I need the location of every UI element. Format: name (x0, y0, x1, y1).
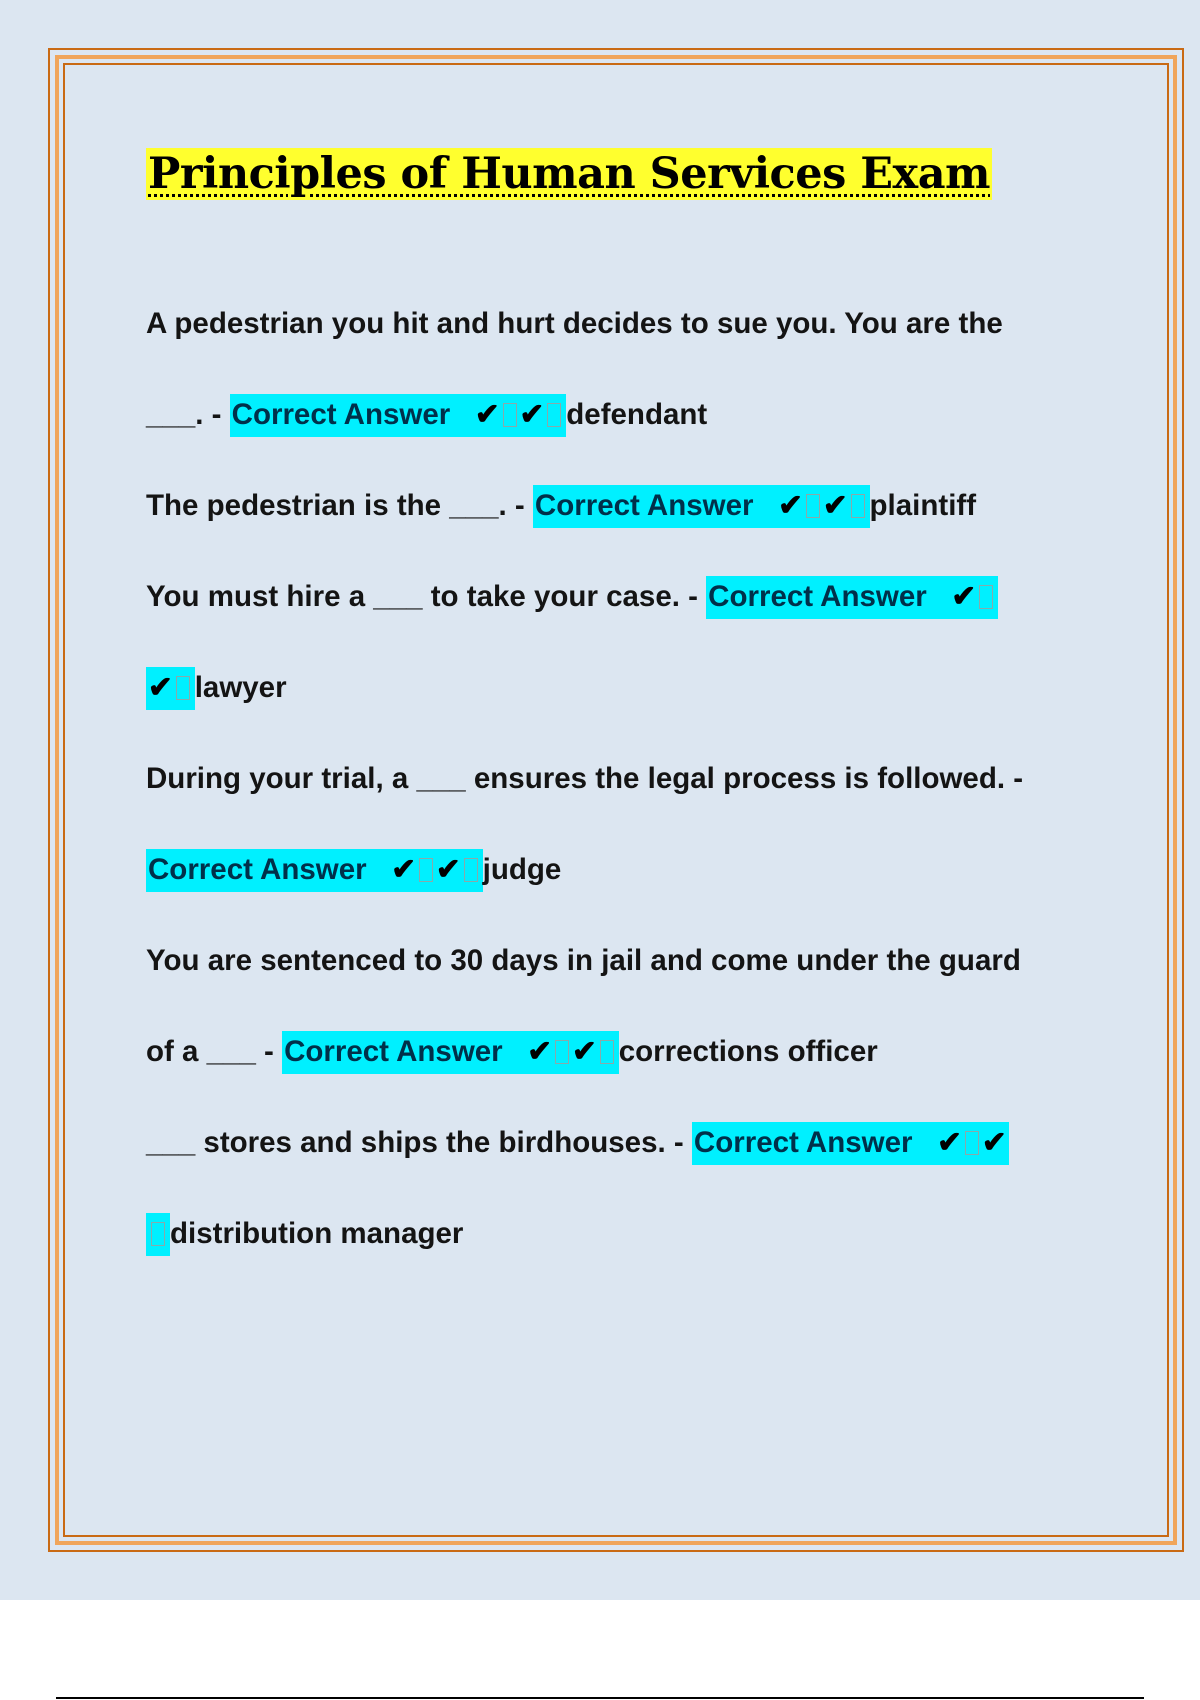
check-icon: ✔ (527, 1035, 552, 1068)
question-1 (146, 300, 1096, 438)
check-icon: ✔ (822, 489, 848, 522)
check-icon: ✔ (571, 1035, 597, 1068)
answer-text: plaintiff (869, 489, 977, 522)
check-icon: ✔ (519, 398, 545, 431)
correct-answer-highlight (146, 1213, 170, 1256)
answer-text: judge (482, 853, 562, 886)
missing-glyph-box-icon (503, 403, 517, 427)
check-icon: ✔ (981, 1126, 1007, 1159)
check-icon: ✔ (937, 1126, 962, 1159)
question-text: of a ___ - (146, 1035, 283, 1068)
footer-divider (56, 1697, 1144, 1699)
correct-answer-highlight: Correct Answer ✔ ✔ (282, 1031, 619, 1074)
answer-text: lawyer (194, 671, 287, 704)
answer-text: distribution manager (170, 1217, 464, 1250)
question-text: ___ stores and ships the birdhouses. - (146, 1126, 692, 1159)
answer-text: defendant (566, 398, 708, 431)
page-title: Principles of Human Services Exam (148, 149, 991, 199)
correct-answer-highlight: Correct Answer ✔ ✔ (146, 849, 483, 892)
missing-glyph-box-icon (547, 403, 561, 427)
correct-answer-highlight: Correct Answer ✔ ✔ (692, 1122, 1009, 1165)
question-5 (146, 937, 1096, 1075)
question-text: ___. - (146, 398, 230, 431)
question-text: During your trial, a ___ ensures the legal process is followed. - (146, 762, 1024, 795)
missing-glyph-box-icon (965, 1131, 979, 1155)
question-4 (146, 755, 1096, 893)
document-body (146, 148, 1096, 1257)
question-3 (146, 573, 1096, 711)
check-icon: ✔ (474, 398, 500, 431)
missing-glyph-box-icon (555, 1040, 569, 1064)
missing-glyph-box-icon (151, 1222, 165, 1246)
question-text: A pedestrian you hit and hurt decides to sue you. You are the (146, 307, 1003, 340)
question-text: You are sentenced to 30 days in jail and come under the guard (146, 944, 1021, 977)
question-text: The pedestrian is the ___. - (146, 489, 533, 522)
correct-answer-highlight: Correct Answer ✔ (706, 576, 998, 619)
missing-glyph-box-icon (600, 1040, 614, 1064)
missing-glyph-box-icon (176, 676, 190, 700)
correct-answer-highlight: Correct Answer ✔ ✔ (533, 485, 870, 528)
missing-glyph-box-icon (979, 585, 993, 609)
missing-glyph-box-icon (806, 494, 820, 518)
missing-glyph-box-icon (419, 858, 433, 882)
missing-glyph-box-icon (851, 494, 865, 518)
check-icon: ✔ (951, 580, 977, 613)
question-2 (146, 482, 1096, 529)
correct-answer-highlight (146, 667, 195, 710)
question-text: You must hire a ___ to take your case. - (146, 580, 707, 613)
check-icon: ✔ (435, 853, 461, 886)
question-list (146, 300, 1096, 1257)
check-icon: ✔ (778, 489, 803, 522)
check-icon: ✔ (148, 671, 173, 704)
missing-glyph-box-icon (464, 858, 478, 882)
answer-text: corrections officer (618, 1035, 878, 1068)
correct-answer-highlight: Correct Answer ✔ ✔ (230, 394, 567, 437)
check-icon: ✔ (391, 853, 416, 886)
question-6 (146, 1119, 1096, 1257)
